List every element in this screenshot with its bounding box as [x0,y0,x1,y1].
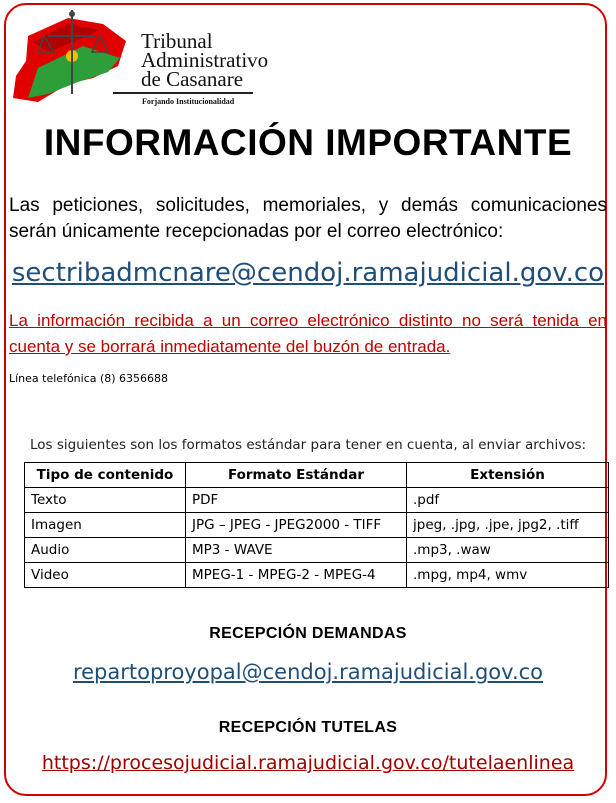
intro-paragraph: Las peticiones, solicitudes, memoriales, y demás comunicaciones serán únicamente recepcionadas por el correo electrónico: [9,195,607,242]
column-header-standard-format: Formato Estándar [186,463,407,488]
warning-notice: La información recibida a un correo electrónico distinto no será tenida en cuenta y se borrará inmediatamente del buzón de entrada. [9,311,607,356]
table-cell: MP3 - WAVE [186,538,407,563]
table-header-row [25,463,609,488]
table-cell: Audio [25,538,186,563]
table-cell: .pdf [407,488,609,513]
logo-slogan: Forjando Institucionalidad [142,97,235,106]
demandas-heading: RECEPCIÓN DEMANDAS [209,625,407,642]
table-row [25,488,609,513]
formats-intro: Los siguientes son los formatos estándar para tener en cuenta, al enviar archivos: [29,437,587,453]
table-cell: .mp3, .waw [407,538,609,563]
logo-wordmark [141,29,269,91]
table-cell: .mpg, mp4, wmv [407,563,609,588]
column-header-extension: Extensión [407,463,609,488]
phone-line: Línea telefónica (8) 6356688 [9,372,169,385]
main-email-link[interactable]: sectribadmcnare@cendoj.ramajudicial.gov.co [11,258,605,288]
table-cell: Video [25,563,186,588]
tribunal-logo [8,6,269,106]
formats-table [24,462,609,588]
table-cell: PDF [186,488,407,513]
table-cell: jpeg, .jpg, .jpe, jpg2, .tiff [407,513,609,538]
demandas-email-link[interactable]: repartoproyopal@cendoj.ramajudicial.gov.co [72,660,544,684]
logo-name-line1: Tribunal [141,29,213,53]
table-cell: Texto [25,488,186,513]
logo-name-line2: Administrativo [141,48,269,72]
logo-divider [113,92,253,94]
table-row [25,563,609,588]
table-row [25,538,609,563]
column-header-content-type: Tipo de contenido [25,463,186,488]
tutelas-url-link[interactable]: https://procesojudicial.ramajudicial.gov.co/tutelaenlinea [41,752,575,774]
tutelas-heading: RECEPCIÓN TUTELAS [218,719,398,736]
table-cell: Imagen [25,513,186,538]
casanare-map-icon [8,6,143,106]
logo-name-line3: de Casanare [141,67,244,91]
table-row [25,513,609,538]
table-cell: MPEG-1 - MPEG-2 - MPEG-4 [186,563,407,588]
page-title: INFORMACIÓN IMPORTANTE [43,122,573,163]
table-cell: JPG – JPEG - JPEG2000 - TIFF [186,513,407,538]
